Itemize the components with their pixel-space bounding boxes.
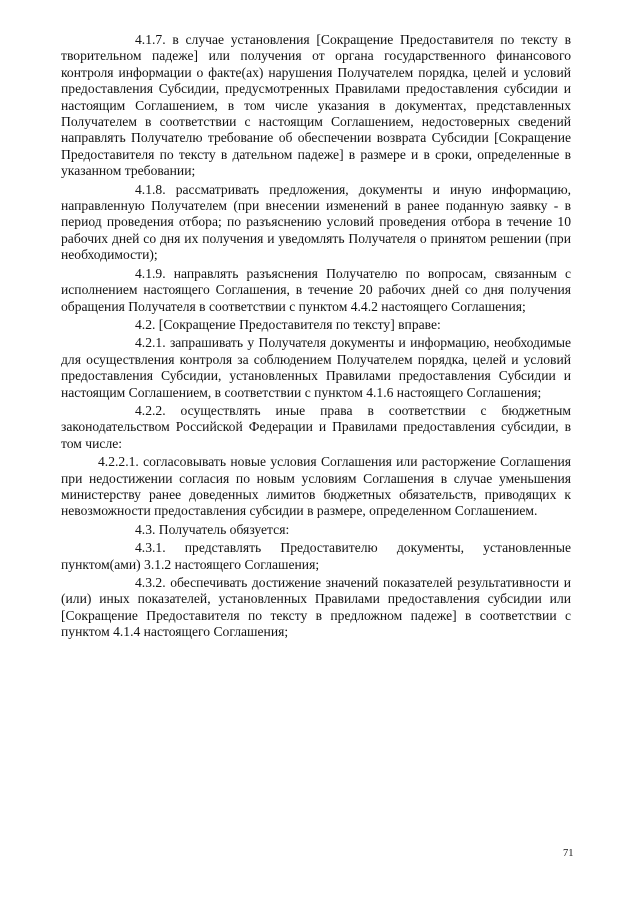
clause-number: 4.2. xyxy=(135,316,156,332)
clause-text: [Сокращение Предоставителя по тексту] вправе: xyxy=(158,316,441,332)
paragraph-4-3 xyxy=(61,522,571,538)
clause-text: направлять разъяснения Получателю по вопросам, связанным с исполнением настоящего Соглашения, в течение 20 рабочих дней со дня получения обращения Получателя в соответствии с пунктом 4.4.2 настоящего Соглашения; xyxy=(61,265,571,314)
paragraph-4-1-9 xyxy=(61,266,571,315)
paragraph-4-1-7 xyxy=(61,32,571,180)
clause-number: 4.2.2.1. xyxy=(98,454,139,470)
clause-number: 4.3. xyxy=(135,521,156,537)
document-body xyxy=(61,32,571,643)
clause-number: 4.3.2. xyxy=(135,575,166,590)
clause-number: 4.2.1. xyxy=(135,335,166,351)
page-number: 71 xyxy=(563,848,574,859)
clause-text: рассматривать предложения, документы и иную информацию, направленную Получателем (при внесении изменений в ранее поданную заявку - в период проведения отбора; по разъяснению условий проведения отбора в течение 10 рабочих дней со дня их получения и уведомлять Получателя о принятом решении (при необходимости); xyxy=(61,181,571,263)
clause-text: Получатель обязуется: xyxy=(158,521,290,537)
paragraph-4-2-1 xyxy=(61,335,571,401)
clause-text: обеспечивать достижение значений показателей результативности и (или) иных показателей, установленных Правилами предоставления субсидии или [Сокращение Предоставителя по тексту в предложном падеже] в соответствии с пунктом 4.1.4 настоящего Соглашения; xyxy=(61,575,571,640)
paragraph-4-3-2 xyxy=(61,575,571,641)
clause-text: представлять Предоставителю документы, установленные пунктом(ами) 3.1.2 настоящего Соглашения; xyxy=(61,540,571,572)
paragraph-4-2-2 xyxy=(61,403,571,452)
clause-number: 4.1.7. xyxy=(135,32,166,47)
clause-text: запрашивать у Получателя документы и информацию, необходимые для осуществления контроля за соблюдением Получателем порядка, целей и условий предоставления Субсидии, установленных Правилами предоставления Субсидии и настоящим Соглашением, в соответствии с пунктом 4.1.6 настоящего Соглашения; xyxy=(61,335,571,400)
clause-number: 4.2.2. xyxy=(135,402,166,418)
clause-number: 4.1.8. xyxy=(135,181,166,197)
paragraph-4-2 xyxy=(61,317,571,333)
clause-text: согласовывать новые условия Соглашения или расторжение Соглашения при недостижении согласия по новым условиям Соглашения в случае уменьшения министерству ранее доведенных лимитов бюджетных обязательств, приводящих к невозможности предоставления субсидии в размере, определенном Соглашением. xyxy=(61,454,571,519)
paragraph-4-2-2-1 xyxy=(61,454,571,520)
clause-number: 4.3.1. xyxy=(135,540,166,556)
paragraph-4-3-1 xyxy=(61,540,571,573)
clause-text: в случае установления [Сокращение Предоставителя по тексту в творительном падеже] или получения от органа государственного финансового контроля информации о факте(ах) нарушения Получателем порядка, целей и условий предоставления Субсидии, предусмотренных Правилами предоставления субсидии и настоящим Соглашением, в том числе указания в документах, представленных Получателем в соответствии с настоящим Соглашением, недостоверных сведений направлять Получателю требование об обеспечении возврата Субсидии [Сокращение Предоставителя по тексту в дательном падеже] в размере и в сроки, определенные в указанном требовании; xyxy=(61,32,571,179)
paragraph-4-1-8 xyxy=(61,182,571,264)
clause-number: 4.1.9. xyxy=(135,265,166,281)
clause-text: осуществлять иные права в соответствии с бюджетным законодательством Российской Федерации и Правилами предоставления субсидии, в том числе: xyxy=(61,402,571,451)
